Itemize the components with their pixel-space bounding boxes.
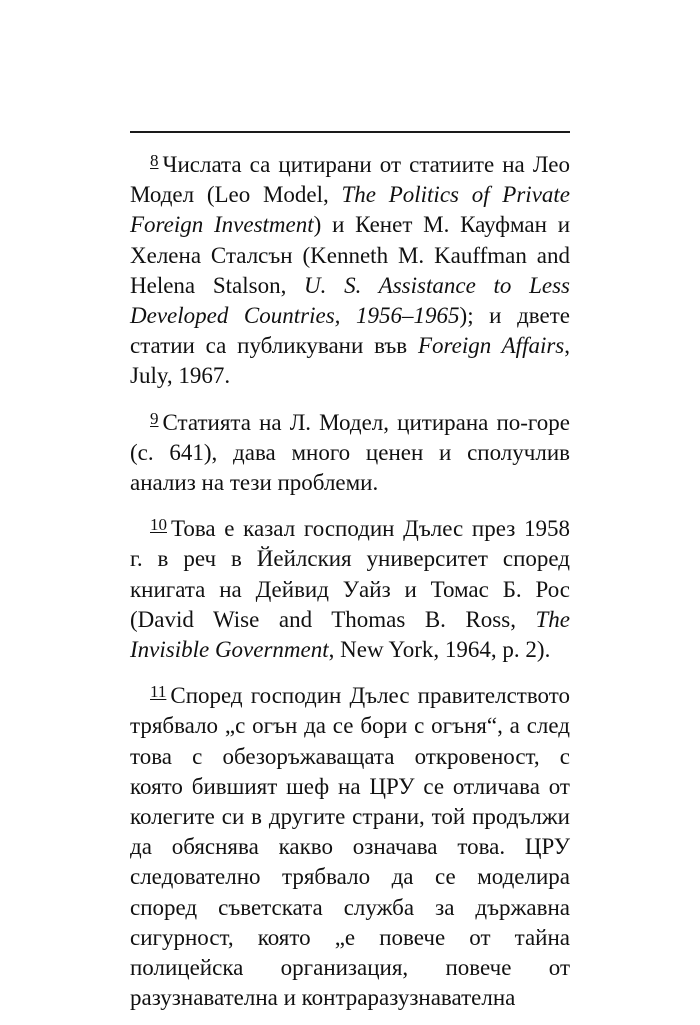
- footnote-text: ); и двете статии са публикувани във: [130, 303, 570, 359]
- footnote-text-italic: The Politics of Private Foreign Investment: [130, 182, 570, 238]
- footnote-number: 9: [150, 408, 159, 428]
- footnote-text-italic: The Invisible Government: [130, 606, 570, 663]
- footnote-10: [130, 510, 570, 665]
- footnote-text: Статията на Л. Модел, цитирана по-горе (с. 641), дава много ценен и сполучлив анализ на тези проблеми.: [130, 409, 570, 496]
- footnote-number: 11: [150, 682, 167, 702]
- footnote-text: Това е казал господин Дълес през 1958 г. в реч в Йейлския университет според книгата на Дейвид Уайз и Томас Б. Рос (David Wise and Thomas B. Ross,: [130, 516, 570, 632]
- footnote-separator-rule: [130, 131, 570, 133]
- footnote-number: 10: [150, 515, 167, 535]
- footnote-text-italic: U. S. Assistance to Less Developed Countries, 1956–1965: [130, 272, 570, 329]
- footnote-text-italic: Foreign Affairs: [417, 333, 565, 359]
- footnote-9: [130, 404, 570, 499]
- footnote-8: [130, 146, 570, 392]
- footnote-number: 8: [150, 151, 159, 170]
- footnotes-section: [130, 146, 570, 1025]
- footnote-text: , New York, 1964, p. 2).: [328, 637, 551, 663]
- footnote-text: Според господин Дълес правителството трябвало „с огън да се бори с огъня“, а след това с обезоръжаващата откровеност, с която бившият шеф на ЦРУ се отличава от колегите си в другите страни, той продължи да обяснява какво означава това. ЦРУ следователно трябвало да се моделира според съветската служба за държавна сигурност, която „е повече от тайна полицейска организация, повече от разузнавателна и контраразузнавателна: [130, 683, 570, 1011]
- footnote-11: [130, 677, 570, 1013]
- footnote-text: Числата са цитирани от статиите на Лео Модел (Leo Model,: [130, 152, 570, 208]
- footnote-text: ) и Кенет М. Кауфман и Хелена Сталсън (Kenneth M. Kauffman and Helena Stalson,: [130, 212, 570, 298]
- footnote-text: , July, 1967.: [130, 333, 571, 389]
